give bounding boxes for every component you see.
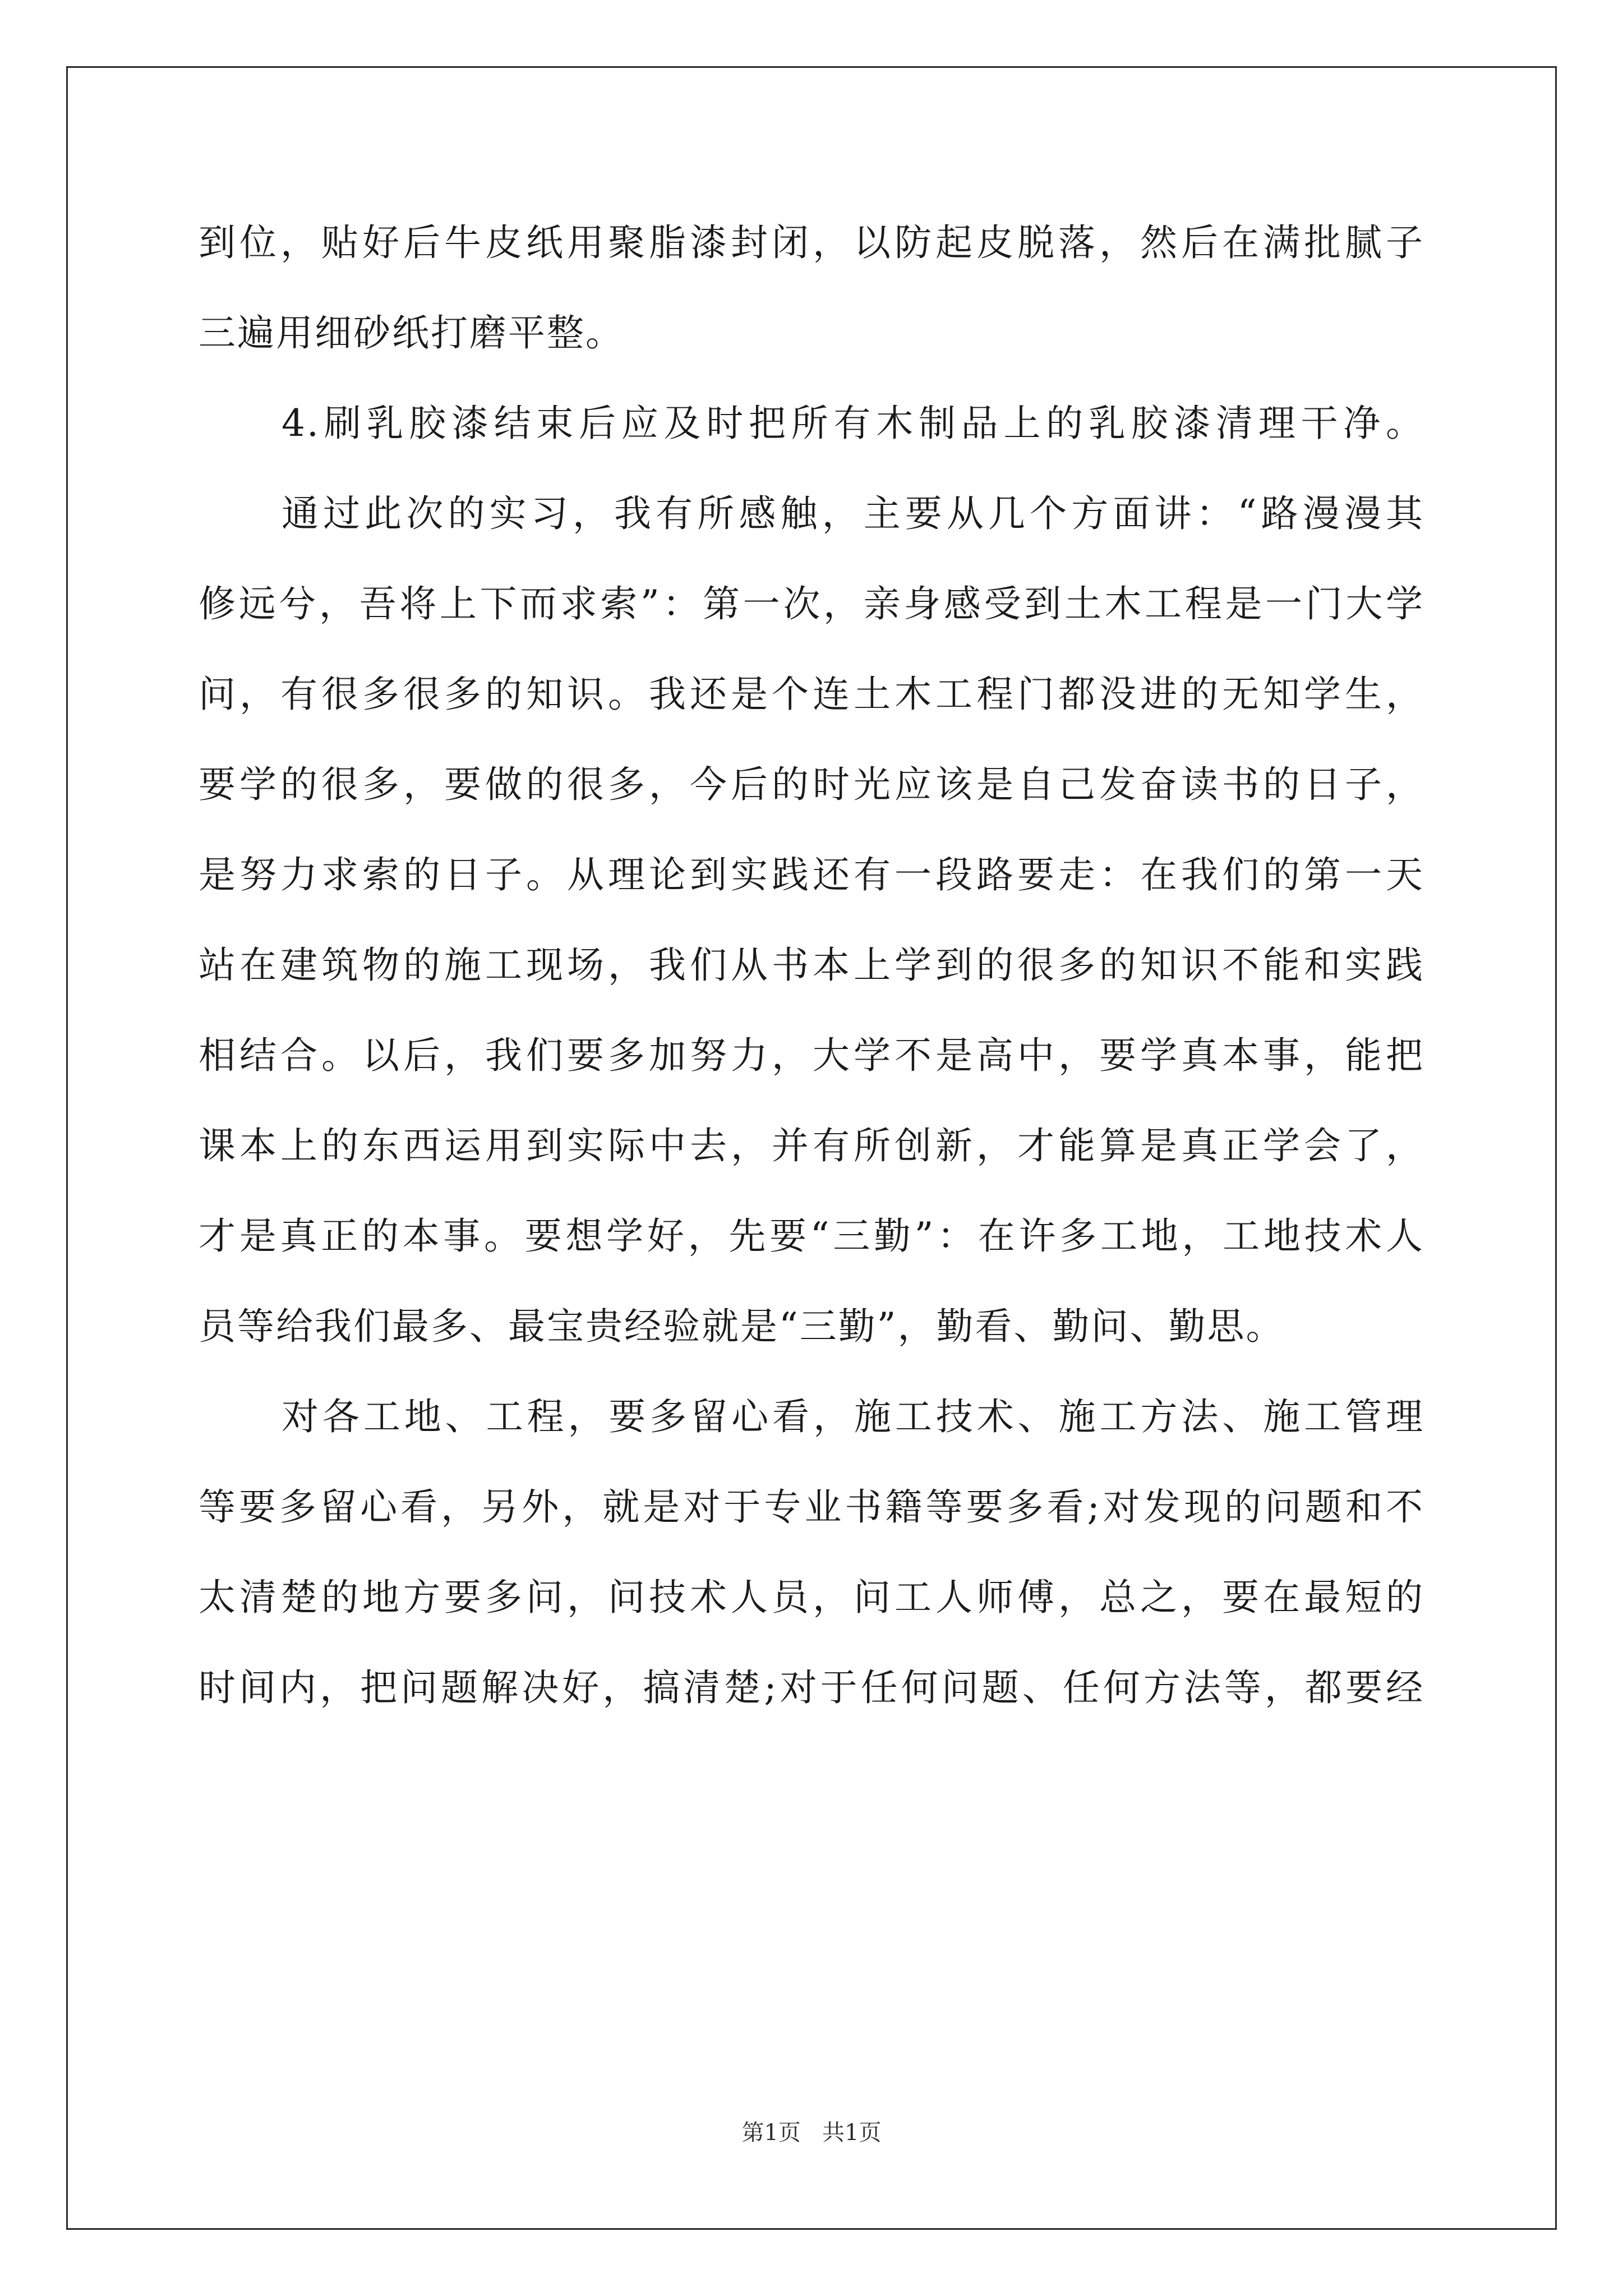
text-line: 等要多留心看，另外，就是对于专业书籍等要多看;对发现的问题和不 [199,1485,1424,1529]
text-line: 三遍用细砂纸打磨平整。 [199,311,624,355]
text-line: 太清楚的地方要多问，问技术人员，问工人师傅，总之，要在最短的 [199,1576,1424,1619]
text-line: 站在建筑物的施工现场，我们从书本上学到的很多的知识不能和实践 [199,944,1424,987]
text-line: 才是真正的本事。要想学好，先要“三勤”：在许多工地，工地技术人 [199,1214,1424,1258]
page-footer: 第1页 共1页 [741,2120,882,2146]
document-body [199,197,1424,1733]
text-line: 时间内，把问题解决好，搞清楚;对于任何问题、任何方法等，都要经 [199,1666,1424,1709]
text-line: 员等给我们最多、最宝贵经验就是“三勤”，勤看、勤问、勤思。 [199,1305,1285,1348]
text-line: 课本上的东西运用到实际中去，并有所创新，才能算是真正学会了， [199,1124,1424,1167]
text-line: 是努力求索的日子。从理论到实践还有一段路要走：在我们的第一天 [199,853,1424,896]
text-line: 通过此次的实习，我有所感触，主要从几个方面讲：“路漫漫其 [282,492,1424,535]
text-line: 4.刷乳胶漆结束后应及时把所有木制品上的乳胶漆清理干净。 [282,402,1424,445]
text-line: 修远兮，吾将上下而求索”：第一次，亲身感受到土木工程是一门大学 [199,582,1424,625]
text-line: 相结合。以后，我们要多加努力，大学不是高中，要学真本事，能把 [199,1034,1424,1077]
text-line: 对各工地、工程，要多留心看，施工技术、施工方法、施工管理 [282,1395,1424,1438]
text-line: 要学的很多，要做的很多，今后的时光应该是自己发奋读书的日子， [199,763,1424,806]
text-line: 问，有很多很多的知识。我还是个连土木工程门都没进的无知学生， [199,673,1424,716]
text-line: 到位，贴好后牛皮纸用聚脂漆封闭，以防起皮脱落，然后在满批腻子 [199,221,1424,264]
